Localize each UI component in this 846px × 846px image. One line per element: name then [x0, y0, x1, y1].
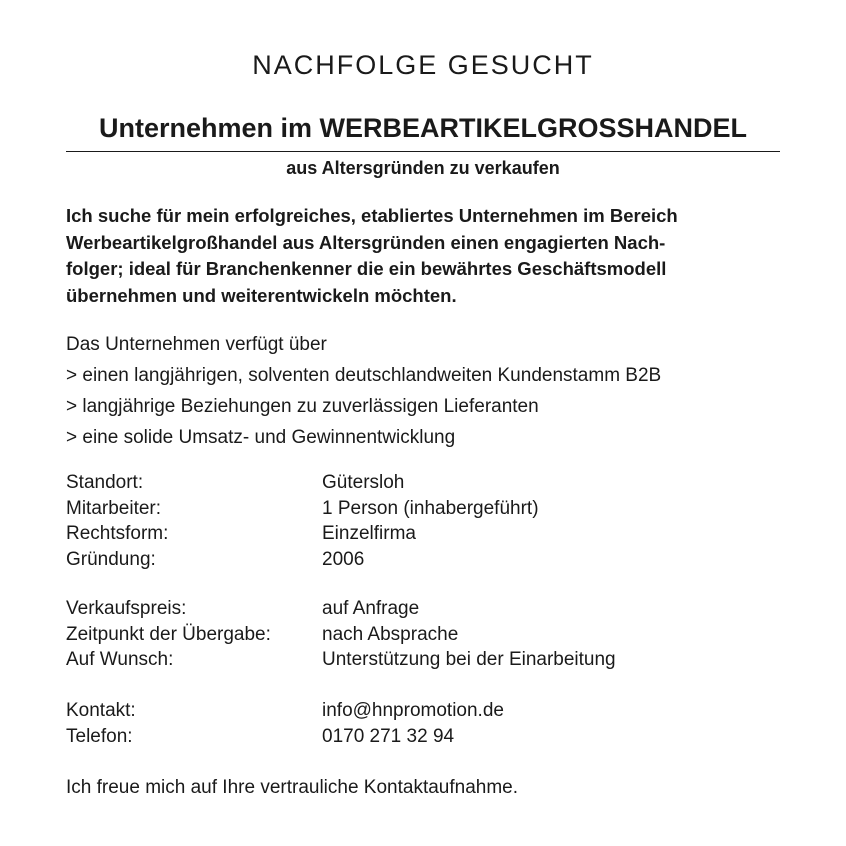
company-facts — [66, 470, 782, 572]
contact-phone: 0170 271 32 94 — [322, 725, 455, 747]
intro-line: Ich suche für mein erfolgreiches, etabliertes Unternehmen im Bereich — [66, 205, 678, 226]
fact-row-location — [66, 470, 782, 496]
features-list — [66, 329, 782, 453]
fact-label: Gründung: — [66, 548, 156, 570]
contact-label: Kontakt: — [66, 700, 136, 721]
contact-label: Telefon: — [66, 725, 133, 747]
intro-line: Werbeartikelgroßhandel aus Altersgründen einen engagierten Nach- — [66, 231, 666, 253]
feature-item: > einen langjährigen, solventen deutschlandweiten Kundenstamm B2B — [66, 365, 662, 386]
term-row-handover — [66, 622, 782, 648]
fact-label: Mitarbeiter: — [66, 497, 162, 519]
fact-row-employees — [66, 496, 782, 522]
feature-item: > langjährige Beziehungen zu zuverlässigen Lieferanten — [66, 396, 539, 417]
headline: NACHFOLGE GESUCHT — [252, 50, 594, 80]
intro-paragraph — [66, 203, 782, 309]
features-lead: Das Unternehmen verfügt über — [66, 334, 327, 355]
fact-value: 1 Person (inhabergeführt) — [322, 497, 539, 519]
intro-line: übernehmen und weiterentwickeln möchten. — [66, 284, 457, 306]
term-value: auf Anfrage — [322, 598, 420, 619]
fact-value: Einzelfirma — [322, 523, 416, 544]
feature-item: > eine solide Umsatz- und Gewinnentwicklung — [66, 427, 456, 448]
fact-row-founded — [66, 547, 782, 573]
title-divider — [66, 151, 780, 152]
term-label: Zeitpunkt der Übergabe: — [66, 623, 271, 645]
term-row-price — [66, 596, 782, 622]
term-value: Unterstützung bei der Einarbeitung — [322, 649, 616, 670]
term-row-support — [66, 647, 782, 673]
contact-row-email — [66, 698, 782, 724]
fact-value: 2006 — [322, 548, 365, 570]
contact-email-link[interactable]: info@hnpromotion.de — [322, 700, 504, 721]
contact-info — [66, 698, 782, 749]
term-value: nach Absprache — [322, 623, 459, 645]
subtitle: aus Altersgründen zu verkaufen — [286, 158, 560, 178]
fact-label: Rechtsform: — [66, 523, 169, 544]
closing-line: Ich freue mich auf Ihre vertrauliche Kontaktaufnahme. — [66, 777, 519, 798]
term-label: Auf Wunsch: — [66, 649, 174, 670]
fact-value: Gütersloh — [322, 472, 405, 493]
sale-terms — [66, 596, 782, 673]
page-title: Unternehmen im WERBEARTIKELGROSSHANDEL — [98, 113, 748, 143]
intro-line: folger; ideal für Branchenkenner die ein bewährtes Geschäftsmodell — [66, 258, 667, 279]
fact-row-legal-form — [66, 521, 782, 547]
contact-row-phone — [66, 724, 782, 750]
term-label: Verkaufspreis: — [66, 598, 187, 619]
fact-label: Standort: — [66, 472, 144, 493]
